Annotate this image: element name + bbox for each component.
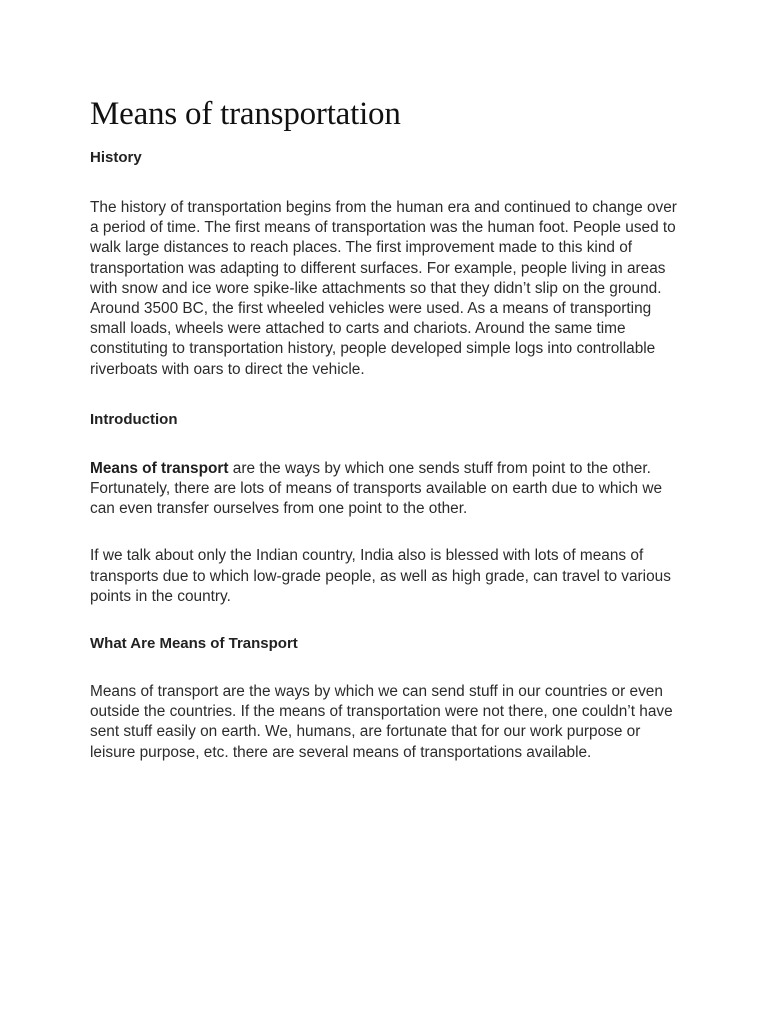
paragraph-introduction-1-text: are the ways by which one sends stuff from point to the other. Fortunately, there are lots of means of transports available on earth due to which we can even transfer ourselves from one point to the other. [90,459,663,518]
bold-term-means-of-transport: Means of transport [90,459,229,477]
paragraph-history: The history of transportation begins from the human era and continued to change over a period of time. The first means of transportation was the human foot. People used to walk large distances to reach places. The first improvement made to this kind of transportation was adapting to different surfaces. For example, people living in areas with snow and ice wore spike-like attachments so that they didn’t slip on the ground. Around 3500 BC, the first wheeled vehicles were used. As a means of transporting small loads, wheels were attached to carts and chariots. Around the same time constituting to transportation history, people developed simple logs into controllable riverboats with oars to direct the vehicle. [90,199,677,378]
section-heading-introduction: Introduction [90,410,178,428]
document-title: Means of transportation [90,96,401,132]
paragraph-what-are-means-of-transport: Means of transport are the ways by which we can send stuff in our countries or even outside the countries. If the means of transportation were not there, one couldn’t have sent stuff easily on earth. We, humans, are fortunate that for our work purpose or leisure purpose, etc. there are several means of transportations available. [90,683,673,761]
paragraph-introduction-2: If we talk about only the Indian country, India also is blessed with lots of means of transports due to which low-grade people, as well as high grade, can travel to various points in the country. [90,547,671,605]
section-heading-what-are-means-of-transport: What Are Means of Transport [90,635,298,653]
document-body [90,95,682,763]
section-heading-history: History [90,149,142,166]
paragraph-introduction-1 [90,459,682,520]
